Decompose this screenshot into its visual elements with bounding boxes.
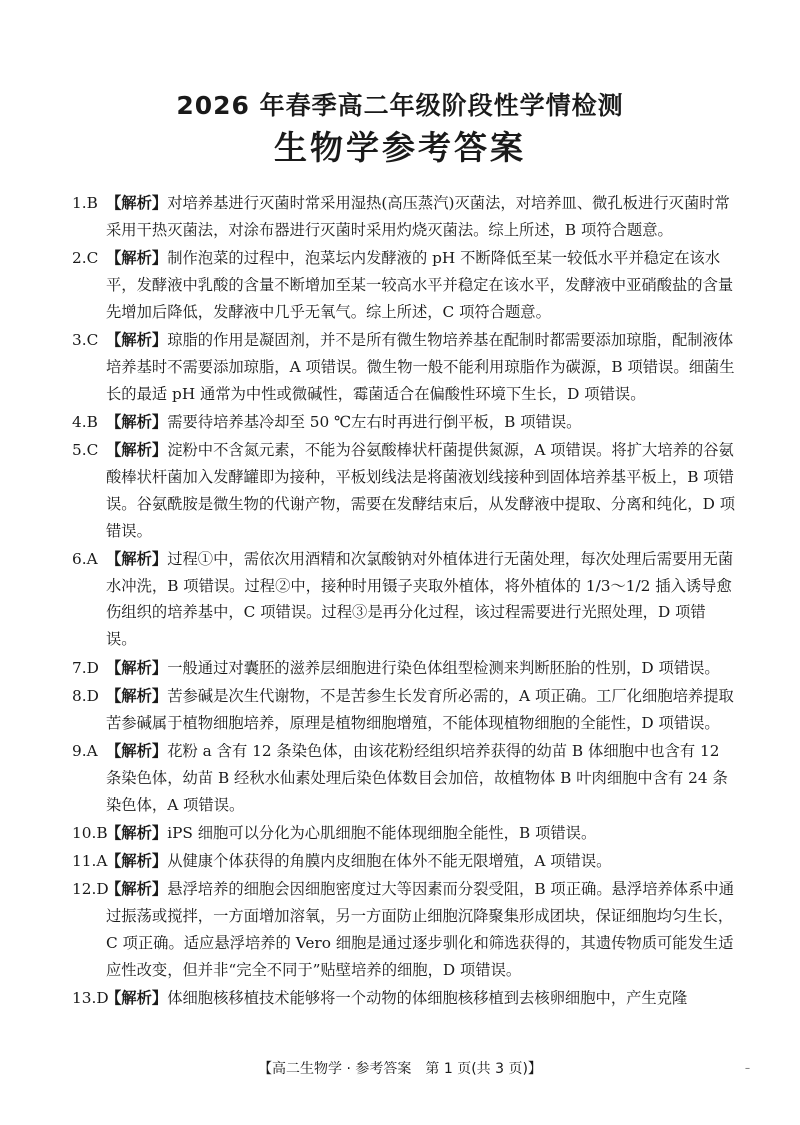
answer-item bbox=[72, 985, 736, 1012]
answer-key-title: 生物学参考答案 bbox=[274, 128, 526, 167]
answer-number: 3.C bbox=[72, 330, 99, 349]
analysis-text: 悬浮培养的细胞会因细胞密度过大等因素而分裂受阻，B 项正确。悬浮培养体系中通过振荡或搅拌，一方面增加溶氧，另一方面防止细胞沉降聚集形成团块，保证细胞均匀生长，C 项正确。适应悬浮培养的 Vero 细胞是通过逐步驯化和筛选获得的，其遗传物质可能发生适应性改变，但并非“完全不同于”贴壁培养的细胞，D 项错误。 bbox=[106, 880, 734, 979]
answer-item bbox=[72, 820, 736, 847]
analysis-tag: 【解析】 bbox=[106, 989, 168, 1008]
analysis-tag: 【解析】 bbox=[106, 880, 168, 899]
answer-number: 7.D bbox=[72, 658, 99, 677]
analysis-text: 对培养基进行灭菌时常采用湿热(高压蒸汽)灭菌法，对培养皿、微孔板进行灭菌时常采用干热灭菌法，对涂布器进行灭菌时采用灼烧灭菌法。综上所述，B 项符合题意。 bbox=[106, 194, 730, 239]
analysis-text: 淀粉中不含氮元素，不能为谷氨酸棒状杆菌提供氮源，A 项错误。将扩大培养的谷氨酸棒状杆菌加入发酵罐即为接种，平板划线法是将菌液划线接种到固体培养基平板上，B 项错误。谷氨酰胺是微生物的代谢产物，需要在发酵结束后，从发酵液中提取、分离和纯化，D 项错误。 bbox=[106, 441, 736, 540]
exam-title: 2026 年春季高二年级阶段性学情检测 bbox=[176, 91, 624, 120]
answer-number: 4.B bbox=[72, 412, 98, 431]
answer-item bbox=[72, 876, 736, 983]
analysis-text: 体细胞核移植技术能够将一个动物的体细胞核移植到去核卵细胞中，产生克隆 bbox=[167, 989, 688, 1008]
analysis-text: 苦参碱是次生代谢物，不是苦参生长发育所必需的，A 项正确。工厂化细胞培养提取苦参碱属于植物细胞培养，原理是植物细胞增殖，不能体现植物细胞的全能性，D 项错误。 bbox=[106, 686, 734, 732]
corner-mark: – bbox=[745, 1063, 750, 1074]
analysis-text: 从健康个体获得的角膜内皮细胞在体外不能无限增殖，A 项错误。 bbox=[167, 852, 612, 871]
answer-item bbox=[72, 546, 736, 653]
answer-item bbox=[72, 190, 736, 244]
answer-item bbox=[72, 738, 736, 818]
analysis-text: 需要待培养基冷却至 50 ℃左右时再进行倒平板，B 项错误。 bbox=[167, 412, 582, 431]
answer-list bbox=[72, 190, 736, 1013]
analysis-tag: 【解析】 bbox=[106, 330, 168, 349]
answer-number: 12.D bbox=[72, 880, 109, 899]
answer-number: 1.B bbox=[72, 194, 98, 212]
analysis-text: 花粉 a 含有 12 条染色体，由该花粉经组织培养获得的幼苗 B 体细胞中也含有 12 条染色体，幼苗 B 经秋水仙素处理后染色体数目会加倍，故植物体 B 叶肉细胞中含有 24 条染色体，A 项错误。 bbox=[106, 741, 728, 814]
page-footer: 【高二生物学 · 参考答案 第 1 页(共 3 页)】 bbox=[258, 1061, 542, 1077]
answer-item bbox=[72, 655, 736, 682]
analysis-text: 过程①中，需依次用酒精和次氯酸钠对外植体进行无菌处理，每次处理后需要用无菌水冲洗，B 项错误。过程②中，接种时用镊子夹取外植体，将外植体的 1/3～1/2 插入诱导愈伤组织的培养基中，C 项错误。过程③是再分化过程，该过程需要进行光照处理，D 项错误。 bbox=[106, 549, 734, 649]
analysis-tag: 【解析】 bbox=[106, 412, 168, 431]
analysis-text: iPS 细胞可以分化为心肌细胞不能体现细胞全能性，B 项错误。 bbox=[167, 823, 597, 842]
answer-item bbox=[72, 437, 736, 544]
analysis-tag: 【解析】 bbox=[106, 686, 168, 705]
answer-number: 11.A bbox=[72, 852, 108, 871]
answer-item bbox=[72, 683, 736, 737]
analysis-text: 制作泡菜的过程中，泡菜坛内发酵液的 pH 不断降低至某一较低水平并稳定在该水平，发酵液中乳酸的含量不断增加至某一较高水平并稳定在该水平，发酵液中亚硝酸盐的含量先增加后降低，发酵液中几乎无氧气。综上所述，C 项符合题意。 bbox=[106, 249, 734, 321]
analysis-tag: 【解析】 bbox=[106, 741, 168, 760]
answer-item bbox=[72, 245, 736, 325]
answer-item bbox=[72, 848, 736, 875]
answer-number: 2.C bbox=[72, 249, 99, 268]
analysis-text: 一般通过对囊胚的滋养层细胞进行染色体组型检测来判断胚胎的性别，D 项错误。 bbox=[167, 658, 720, 677]
answer-number: 10.B bbox=[72, 823, 108, 842]
analysis-tag: 【解析】 bbox=[106, 658, 168, 677]
analysis-tag: 【解析】 bbox=[106, 194, 168, 212]
analysis-tag: 【解析】 bbox=[106, 823, 168, 842]
analysis-tag: 【解析】 bbox=[106, 441, 168, 460]
analysis-text: 琼脂的作用是凝固剂，并不是所有微生物培养基在配制时都需要添加琼脂，配制液体培养基时不需要添加琼脂，A 项错误。微生物一般不能利用琼脂作为碳源，B 项错误。细菌生长的最适 pH 通常为中性或微碱性，霉菌适合在偏酸性环境下生长，D 项错误。 bbox=[106, 330, 735, 403]
answer-number: 5.C bbox=[72, 441, 99, 460]
answer-item bbox=[72, 327, 736, 407]
analysis-tag: 【解析】 bbox=[106, 249, 168, 268]
analysis-tag: 【解析】 bbox=[106, 549, 168, 568]
answer-number: 8.D bbox=[72, 686, 99, 705]
answer-number: 6.A bbox=[72, 549, 98, 568]
answer-item bbox=[72, 409, 736, 436]
analysis-tag: 【解析】 bbox=[106, 852, 168, 871]
answer-number: 13.D bbox=[72, 989, 109, 1008]
answer-number: 9.A bbox=[72, 741, 98, 760]
